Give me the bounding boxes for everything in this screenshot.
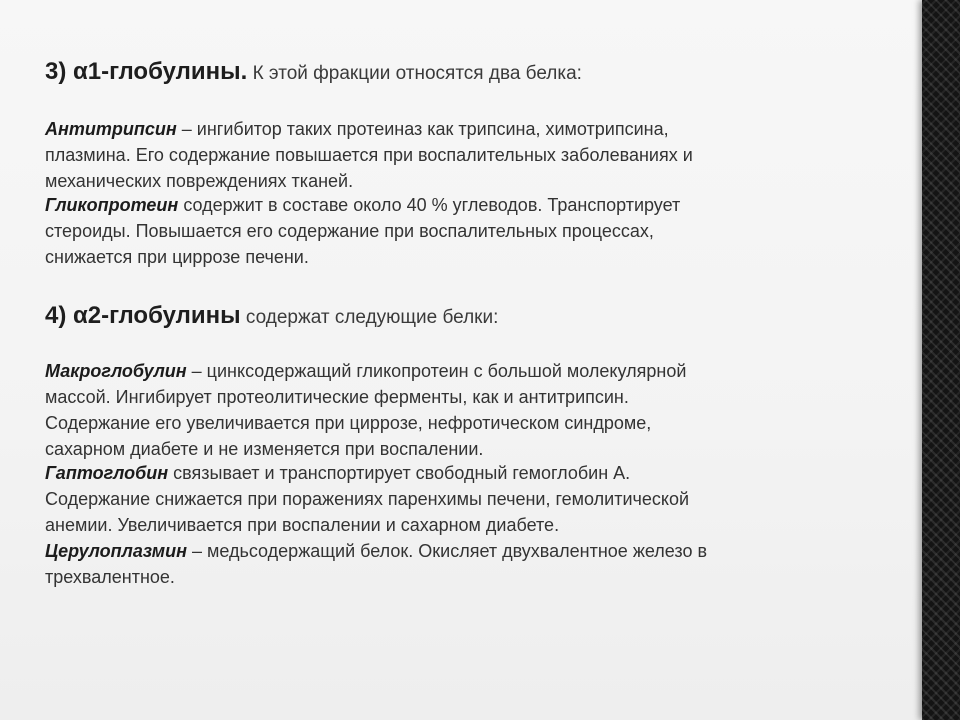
haptoglobin-term: Гаптоглобин (45, 463, 169, 483)
section-3-heading (45, 58, 915, 86)
haptoglobin-text-2: Содержание снижается при поражениях паренхимы печени, гемолитической (45, 489, 690, 509)
glycoprotein-text-2: стероиды. Повышается его содержание при воспалительных процессах, (45, 221, 654, 241)
macroglobulin-paragraph (45, 358, 915, 462)
ceruloplasmin-text-2: трехвалентное. (45, 567, 175, 587)
glycoprotein-paragraph (45, 192, 915, 270)
macroglobulin-text-3: Содержание его увеличивается при циррозе, нефротическом синдроме, (45, 413, 652, 433)
antitrypsin-term: Антитрипсин (45, 119, 177, 139)
glycoprotein-text-1: содержит в составе около 40 % углеводов. Транспортирует (178, 195, 681, 215)
haptoglobin-text-1: связывает и транспортирует свободный гемоглобин А. (168, 463, 631, 483)
macroglobulin-text-4: сахарном диабете и не изменяется при воспалении. (45, 439, 484, 459)
antitrypsin-paragraph (45, 116, 915, 194)
decorative-carbon-strip (922, 0, 960, 720)
glycoprotein-text-3: снижается при циррозе печени. (45, 247, 309, 267)
macroglobulin-term: Макроглобулин (45, 361, 187, 381)
ceruloplasmin-text-1: – медьсодержащий белок. Окисляет двухвалентное железо в (186, 541, 708, 561)
section-3-subtitle: К этой фракции относятся два белка: (247, 63, 582, 84)
section-4-title: 4) α2-глобулины (45, 302, 241, 329)
section-4-heading (45, 302, 915, 330)
section-4-subtitle: содержат следующие белки: (240, 307, 499, 328)
haptoglobin-text-3: анемии. Увеличивается при воспалении и сахарном диабете. (45, 515, 560, 535)
haptoglobin-paragraph (45, 460, 915, 538)
macroglobulin-text-1: – цинксодержащий гликопротеин с большой молекулярной (186, 361, 687, 381)
glycoprotein-term: Гликопротеин (45, 195, 179, 215)
antitrypsin-text-2: плазмина. Его содержание повышается при воспалительных заболеваниях и (45, 145, 693, 165)
antitrypsin-text-1: – ингибитор таких протеиназ как трипсина, химотрипсина, (176, 119, 669, 139)
ceruloplasmin-paragraph (45, 538, 915, 590)
macroglobulin-text-2: массой. Ингибирует протеолитические ферменты, как и антитрипсин. (45, 387, 629, 407)
section-3-title: 3) α1-глобулины. (45, 58, 248, 85)
ceruloplasmin-term: Церулоплазмин (45, 541, 187, 561)
antitrypsin-text-3: механических повреждениях тканей. (45, 171, 354, 191)
